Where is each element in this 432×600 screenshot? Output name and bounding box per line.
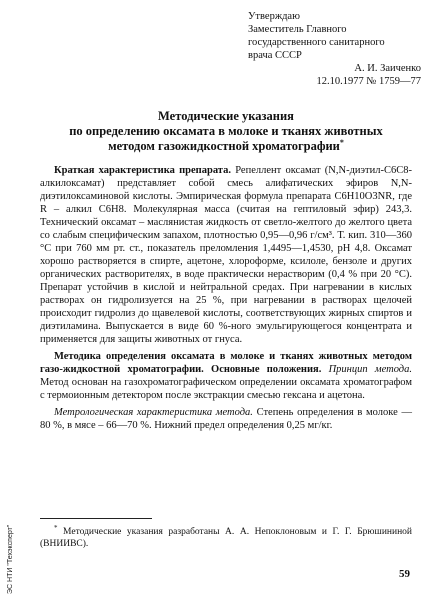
paragraph-method-text: Метод основан на газохроматографическом определении оксамата хроматографом с термоионным детектором после экстракции смесью гексана и ацетона. xyxy=(40,377,412,401)
footnote xyxy=(40,522,412,550)
approval-line-4: врача СССР xyxy=(248,50,302,61)
approval-block xyxy=(248,10,423,88)
page-number: 59 xyxy=(399,568,410,580)
paragraph-metrology-label: Метрологическая характеристика метода. xyxy=(54,407,253,418)
side-stamp-text: ЭС НТИ "Техэксперт" xyxy=(7,524,14,594)
paragraph-method-heading: Методика определения оксамата в молоке и тканях животных методом газо-жидкостной хроматографии. Основные положения. xyxy=(40,351,412,375)
document-title xyxy=(40,109,412,154)
title-line-1: Методические указания xyxy=(158,109,294,123)
paragraph-metrology xyxy=(40,406,412,432)
paragraph-characteristics-heading: Краткая характеристика препарата. xyxy=(54,165,231,176)
document-body xyxy=(40,164,412,432)
title-line-3-wrap xyxy=(40,139,412,154)
paragraph-characteristics xyxy=(40,164,412,346)
footnote-divider xyxy=(40,518,152,519)
footnote-mark: * xyxy=(54,524,58,532)
paragraph-characteristics-text: Репеллент оксамат (N,N-диэтил-C6C8-алкилоксамат) представляет собой смесь алифатических эфиров N,N-диэтилоксаминовой кислоты. Эмпирическая формула препарата C6H10O3NR, где R – алкил C6H8. Молекулярная масса (считая на гептиловый эфир) 243,3. Технический оксамат – маслянистая жидкость от светло-желтого до желтого цвета со слабым специфическим запахом, плотностью 0,95—0,96 г/см³. Т. кип. 310—360 °С при 760 мм рт. ст., показатель преломления 1,4495—1,4530, рН 4,8. Оксамат хорошо растворяется в спирте, ацетоне, хлороформе, ксилоле, бензоле и других органических растворителях, в воде практически нерастворим (0,4 % при 20 °С). Препарат устойчив в кислой и нейтральной средах. При нагревании в кислых растворах он гидролизуется на 25 %, при нагревании в растворах щелочей происходит гидролиз до щавелевой кислоты, соответствующих жирных спиртов и диэтиламина. Выпускается в виде 60 %-ного эмульгирующегося концентрата и применяется для защиты животных от гнуса. xyxy=(40,165,412,345)
paragraph-method xyxy=(40,350,412,402)
approval-signatory: А. И. Заиченко xyxy=(354,63,421,74)
footnote-text: Методические указания разработаны А. А. Непоклоновым и Г. Г. Брюшининой (ВНИИВС). xyxy=(40,527,412,550)
approval-line-1: Утверждаю xyxy=(248,11,300,22)
title-line-2: по определению оксамата в молоке и тканях животных xyxy=(69,124,383,138)
approval-line-3: государственного санитарного xyxy=(248,37,385,48)
approval-line-2: Заместитель Главного xyxy=(248,24,347,35)
title-footnote-mark: * xyxy=(339,137,344,147)
title-line-3: методом газожидкостной хроматографии xyxy=(108,139,340,153)
side-stamp xyxy=(6,524,16,594)
approval-date-number: 12.10.1977 № 1759—77 xyxy=(316,76,421,87)
paragraph-metrology-text: Степень определения в молоке — 80 %, в мясе – 66—70 %. Нижний предел определения 0,25 мг/кг. xyxy=(40,407,412,431)
paragraph-method-principle-label: Принцип метода. xyxy=(328,364,412,375)
